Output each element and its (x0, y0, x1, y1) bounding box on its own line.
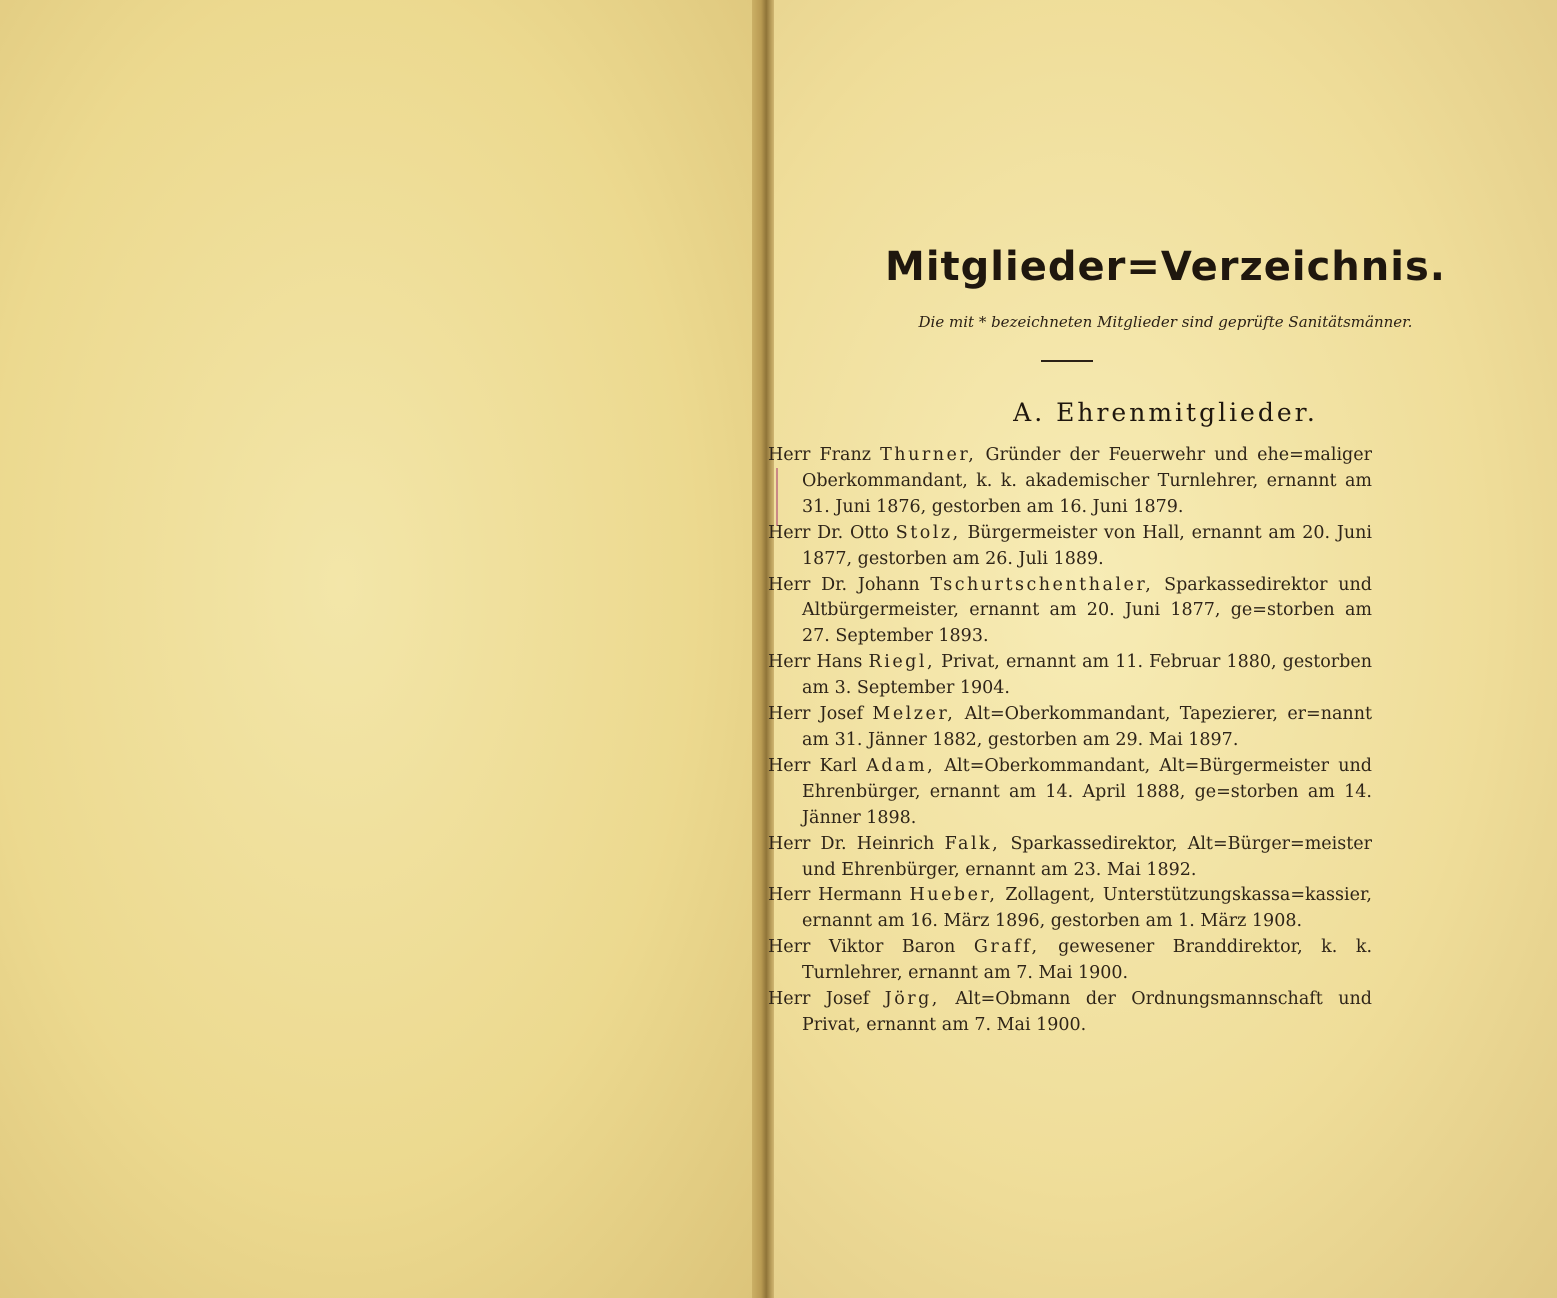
entry-name: Tschurtschenthaler, (930, 574, 1154, 595)
page-title: Mitglieder=Verzeichnis. (885, 244, 1446, 290)
honorary-members-list (768, 443, 1557, 1039)
entry-prefix: Herr Franz (768, 445, 871, 465)
entry-prefix: Herr Dr. Heinrich (768, 833, 935, 854)
entry-prefix: Herr Dr. Otto (768, 522, 889, 543)
list-item (768, 443, 1557, 521)
entry-prefix: Herr Hans (768, 652, 863, 673)
entry-prefix: Herr Dr. Johann (768, 574, 920, 595)
entry-name: Thurner, (880, 445, 977, 465)
page-subtitle: Die mit * bezeichneten Mitglieder sind geprüfte Sanitätsmänner. (918, 313, 1413, 331)
entry-name: Riegl, (868, 652, 936, 673)
entry-name: Falk, (944, 833, 1001, 854)
entry-text: Gründer der Feuerwehr und ehe=maliger Oberkommandant, k. k. akademischer Turnlehrer, ernannt am 31. Juni 1876, gestorben am 16. Juni 1879. (802, 445, 1372, 517)
list-item (768, 832, 1557, 884)
section-heading: A. Ehrenmitglieder. (1013, 398, 1318, 427)
entry-name: Graff, (973, 937, 1040, 958)
entry-name: Jörg, (884, 989, 940, 1010)
entry-name: Stolz, (895, 522, 961, 543)
entry-name: Hueber, (909, 885, 998, 906)
entry-text: Alt=Obmann der Ordnungsmannschaft und Privat, ernannt am 7. Mai 1900. (802, 989, 1372, 1035)
entry-name: Adam, (866, 755, 936, 776)
entry-prefix: Herr Josef (768, 989, 870, 1010)
left-page-blank (0, 0, 758, 1298)
entry-text: Privat, ernannt am 11. Februar 1880, gestorben am 3. September 1904. (802, 652, 1372, 699)
entry-text: Alt=Oberkommandant, Tapezierer, er=nannt am 31. Jänner 1882, gestorben am 29. Mai 1897. (802, 704, 1372, 750)
entry-name: Melzer, (872, 704, 956, 725)
list-item (768, 650, 1557, 702)
entry-text: Sparkassedirektor, Alt=Bürger=meister und Ehrenbürger, ernannt am 23. Mai 1892. (802, 833, 1372, 880)
list-item (768, 754, 1557, 832)
right-page (768, 0, 1557, 1298)
entry-text: gewesener Branddirektor, k. k. Turnlehrer, ernannt am 7. Mai 1900. (802, 937, 1373, 984)
list-item (768, 935, 1557, 987)
list-item (768, 521, 1557, 573)
entry-prefix: Herr Viktor Baron (768, 937, 956, 958)
entry-text: Alt=Oberkommandant, Alt=Bürgermeister und Ehrenbürger, ernannt am 14. April 1888, ge=storben am 14. Jänner 1898. (802, 755, 1372, 828)
list-item (768, 987, 1557, 1039)
list-item (768, 573, 1557, 651)
entry-text: Bürgermeister von Hall, ernannt am 20. Juni 1877, gestorben am 26. Juli 1889. (802, 522, 1372, 569)
entry-prefix: Herr Karl (768, 755, 858, 776)
list-item (768, 702, 1557, 754)
entry-prefix: Herr Hermann (768, 885, 902, 906)
divider-rule (1041, 360, 1093, 362)
entry-text: Zollagent, Unterstützungskassa=kassier, ernannt am 16. März 1896, gestorben am 1. März 1908. (802, 885, 1372, 932)
entry-prefix: Herr Josef (768, 704, 864, 725)
list-item (768, 883, 1557, 935)
entry-text: Sparkassedirektor und Altbürgermeister, ernannt am 20. Juni 1877, ge=storben am 27. September 1893. (802, 574, 1372, 647)
